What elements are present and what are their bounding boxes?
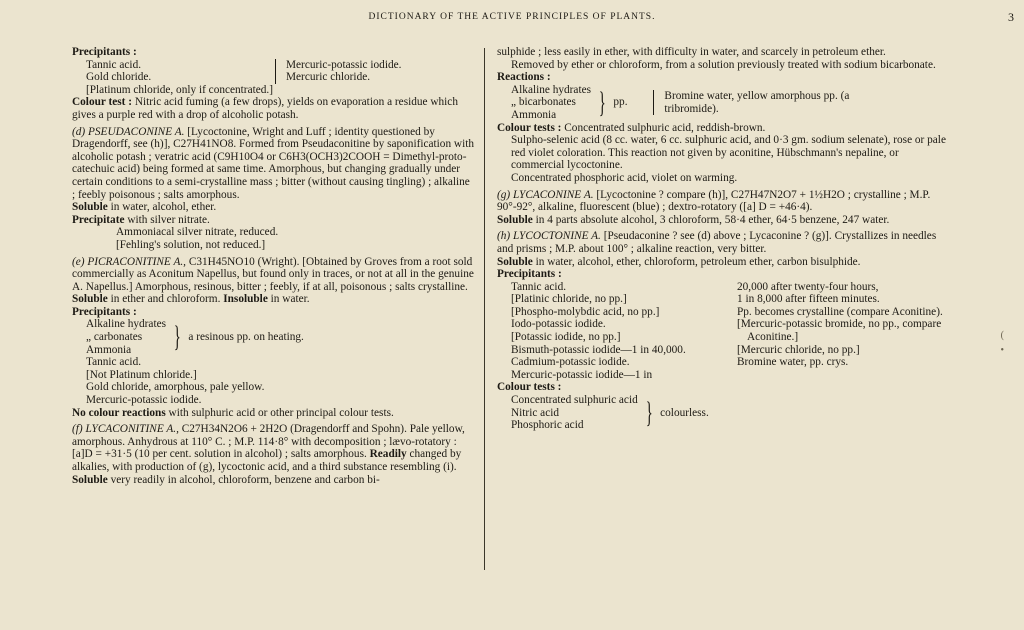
list-item: [Mercuric-potassic bromide, no pp., compare Aconitine.]: [737, 318, 942, 344]
run-in-heading: Precipitate: [72, 213, 125, 226]
run-in-heading: Soluble: [497, 255, 533, 268]
list-item: Alkaline hydrates: [511, 83, 591, 96]
run-in-heading: Soluble: [497, 213, 533, 226]
run-in-heading: Soluble: [72, 201, 108, 214]
column-divider: [484, 48, 485, 570]
list-item: „ bicarbonates: [511, 96, 576, 109]
entry-label: (g) LYCACONINE A.: [497, 188, 594, 201]
brace-icon: }: [598, 85, 606, 119]
brace-items: [72, 318, 166, 356]
paragraph: Removed by ether or chloroform, from a solution previously treated with sodium bicarbonate.: [511, 58, 936, 71]
run-in-heading: Soluble: [72, 473, 108, 486]
list-item: „ carbonates: [86, 331, 143, 344]
list-item: Alkaline hydrates: [86, 318, 166, 331]
list-item: Ammoniacal silver nitrate, reduced.: [116, 226, 279, 239]
left-column: [72, 46, 475, 486]
entry-label: (f) LYCACONITINE A.,: [72, 423, 179, 436]
entry-lycaconine: [497, 189, 949, 214]
paragraph-text: changed by alkalies, with production of (g), lycoctonic acid, and a third substance resembling (i).: [72, 448, 462, 473]
run-in-heading: No colour reactions: [72, 406, 166, 419]
list-item: Mercuric-potassic iodide.: [286, 58, 402, 71]
brace-group: [72, 318, 475, 356]
paragraph: [497, 256, 949, 269]
reaction-note: Bromine water, yellow amorphous pp. (a tribromide).: [653, 90, 854, 115]
paragraph-text: in 4 parts absolute alcohol, 3 chloroform, 58·4 ether, 64·5 benzene, 247 water.: [532, 213, 890, 226]
list-item: [Platinum chloride, only if concentrated.]: [86, 83, 273, 96]
paragraph: [72, 214, 475, 227]
paragraph: [497, 122, 949, 135]
paragraph-text: in water, alcohol, ether, chloroform, petroleum ether, carbon bisulphide.: [532, 255, 861, 268]
paragraph-text: [Lycoctonine ? compare (h)], C27H47N2O7 + 1½H2O ; crystalline ; M.P. 90°-92°, alkaline, fluorescent (blue) ; dextro-rotatory ([a] D = +46·4).: [497, 188, 931, 214]
entry-label: (h) LYCOCTONINE A.: [497, 230, 601, 243]
paragraph-text: [Lycoctonine, Wright and Luff ; identity questioned by Dragendorff, see (h)], C27H41NO8. Formed from Pseudaconitine by saponification with alcoholic potash ; veratric acid (C9H10O4 or C6H3(OCH3)2COOH = Dimethyl-proto-catechuic acid) being formed at same time. Amorphous, but changing gradually under certain conditions to a semi-crystalline mass ; bitter (without causing tingling) ; alkaline ; feebly poisonous ; salts amorphous.: [72, 125, 474, 201]
entry-pseudaconine: [72, 126, 475, 202]
list-item: Nitric acid: [511, 406, 559, 419]
run-in-heading: Readily: [369, 448, 407, 461]
list-item: Concentrated sulphuric acid: [511, 394, 638, 407]
colour-test-group: [497, 394, 949, 432]
paragraph-text: with silver nitrate.: [124, 213, 210, 226]
paragraph-text: C27H34N2O6 + 2H2O (Dragendorff and Spohn). Pale yellow, amorphous. Anhydrous at 110° C. ; M.P. 114·8° with decomposition ; lævo-rotatory : [a]D = +31·5 (10 per cent. solution in alcohol) ; salts amorphous.: [72, 423, 465, 461]
list-item: [Not Platinum chloride.]: [86, 368, 197, 381]
right-column: [497, 46, 949, 432]
margin-mark-icon: •: [1000, 345, 1004, 356]
paragraph: [72, 474, 475, 487]
paragraph: sulphide ; less easily in ether, with difficulty in water, and scarcely in petroleum ether.: [497, 46, 886, 58]
list-item: 20,000 after twenty-four hours,: [737, 280, 879, 293]
paragraph-text: in water, alcohol, ether.: [107, 201, 217, 214]
paragraph: Concentrated phosphoric acid, violet on warming.: [511, 171, 738, 184]
margin-mark-icon: (: [1000, 330, 1004, 341]
list-item: Pp. becomes crystalline (compare Aconitine).: [737, 305, 943, 318]
precipitant-list-a: [86, 59, 275, 84]
run-in-heading: Soluble: [72, 293, 108, 306]
run-in-heading: Insoluble: [223, 293, 268, 306]
paragraph: Sulpho-selenic acid (8 cc. water, 6 cc. sulphuric acid, and 0·3 gm. sodium selenate), rose or pale red violet coloration. This reaction not given by aconitine, Hübschmann's nepaline, or commercial lycoctonine.: [511, 134, 946, 172]
brace-note: pp.: [613, 96, 628, 109]
list-item: Bismuth-potassic iodide—1 in 40,000.: [511, 343, 686, 356]
brace-items: [497, 84, 591, 122]
section-heading: Precipitants :: [72, 46, 137, 58]
list-item: Gold chloride, amorphous, pale yellow.: [86, 381, 265, 394]
run-in-heading: Colour test :: [72, 96, 133, 109]
list-item: Gold chloride.: [86, 71, 152, 84]
paragraph: [72, 96, 475, 121]
paragraph: [72, 201, 475, 214]
list-item: Phosphoric acid: [511, 419, 584, 432]
brace-icon: }: [173, 320, 181, 354]
list-item: Tannic acid.: [86, 356, 142, 369]
paragraph-text: with sulphuric acid or other principal colour tests.: [165, 406, 394, 419]
running-title: DICTIONARY OF THE ACTIVE PRINCIPLES OF PLANTS.: [368, 12, 656, 22]
paragraph-text: in ether and chloroform.: [107, 293, 224, 306]
paragraph: [497, 214, 949, 227]
list-item: Cadmium-potassic iodide.: [511, 356, 630, 369]
precipitant-table: [497, 281, 949, 382]
brace-icon: }: [645, 395, 653, 429]
precipitant-pair: [72, 59, 475, 84]
entry-lycoctonine: [497, 230, 949, 255]
paragraph-text: very readily in alcohol, chloroform, benzene and carbon bi-: [107, 473, 380, 486]
entry-picraconitine: [72, 256, 475, 294]
precipitant-list-a: [497, 281, 723, 382]
reaction-group: [497, 84, 949, 122]
section-heading: Precipitants :: [497, 268, 562, 281]
list-item: Iodo-potassic iodide.: [511, 318, 606, 331]
list-item: Mercuric-potassic iodide.: [86, 394, 202, 407]
list-item: [Potassic iodide, no pp.]: [511, 331, 621, 344]
list-item: Mercuric chloride.: [286, 71, 371, 84]
list-item: Tannic acid.: [511, 280, 567, 293]
list-item: Mercuric-potassic iodide—1 in: [511, 368, 653, 381]
brace-note: a resinous pp. on heating.: [188, 331, 304, 344]
page-number: 3: [1008, 10, 1014, 24]
entry-lycaconitine: [72, 423, 475, 473]
paragraph-text: C31H45NO10 (Wright). [Obtained by Groves from a root sold commercially as Aconitum Napellus, but found only in traces, or not at all in the genuine A. Napellus.] Amorphous, resinous, bitter ; feebly, if at all, poisonous ; salts crystalline.: [72, 255, 474, 293]
precipitant-list-b: [723, 281, 949, 382]
entry-label: (d) PSEUDACONINE A.: [72, 125, 185, 138]
list-item: [Mercuric chloride, no pp.]: [737, 343, 860, 356]
paragraph-text: in water.: [267, 293, 310, 306]
list-item: 1 in 8,000 after fifteen minutes.: [737, 293, 880, 306]
list-item: [Platinic chloride, no pp.]: [511, 293, 627, 306]
paragraph-text: [Pseudaconine ? see (d) above ; Lycaconine ? (g)]. Crystallizes in needles and prisms ; M.P. about 100° ; alkaline reaction, very bitter.: [497, 230, 937, 255]
list-item: Bromine water, pp. crys.: [737, 356, 849, 369]
paragraph-text: Nitric acid fuming (a few drops), yields on evaporation a residue which gives a purple red with a drop of alcoholic potash.: [72, 96, 458, 121]
list-item: [Fehling's solution, not reduced.]: [116, 238, 266, 251]
list-item: Ammonia: [86, 343, 132, 356]
brace-items: [497, 394, 638, 432]
list-item: Ammonia: [511, 108, 557, 121]
section-heading: Colour tests :: [497, 381, 562, 394]
list-item: Tannic acid.: [86, 58, 142, 71]
paragraph: [72, 293, 475, 306]
paragraph: [72, 407, 475, 420]
brace-note: colourless.: [660, 406, 709, 419]
entry-label: (e) PICRACONITINE A.,: [72, 255, 187, 268]
precipitant-list-b: [275, 59, 475, 84]
list-item: [Phospho-molybdic acid, no pp.]: [511, 305, 660, 318]
run-in-heading: Colour tests :: [497, 121, 562, 134]
section-heading: Precipitants :: [72, 305, 137, 318]
paragraph-text: Concentrated sulphuric acid, reddish-brown.: [561, 121, 766, 134]
section-heading: Reactions :: [497, 71, 551, 84]
